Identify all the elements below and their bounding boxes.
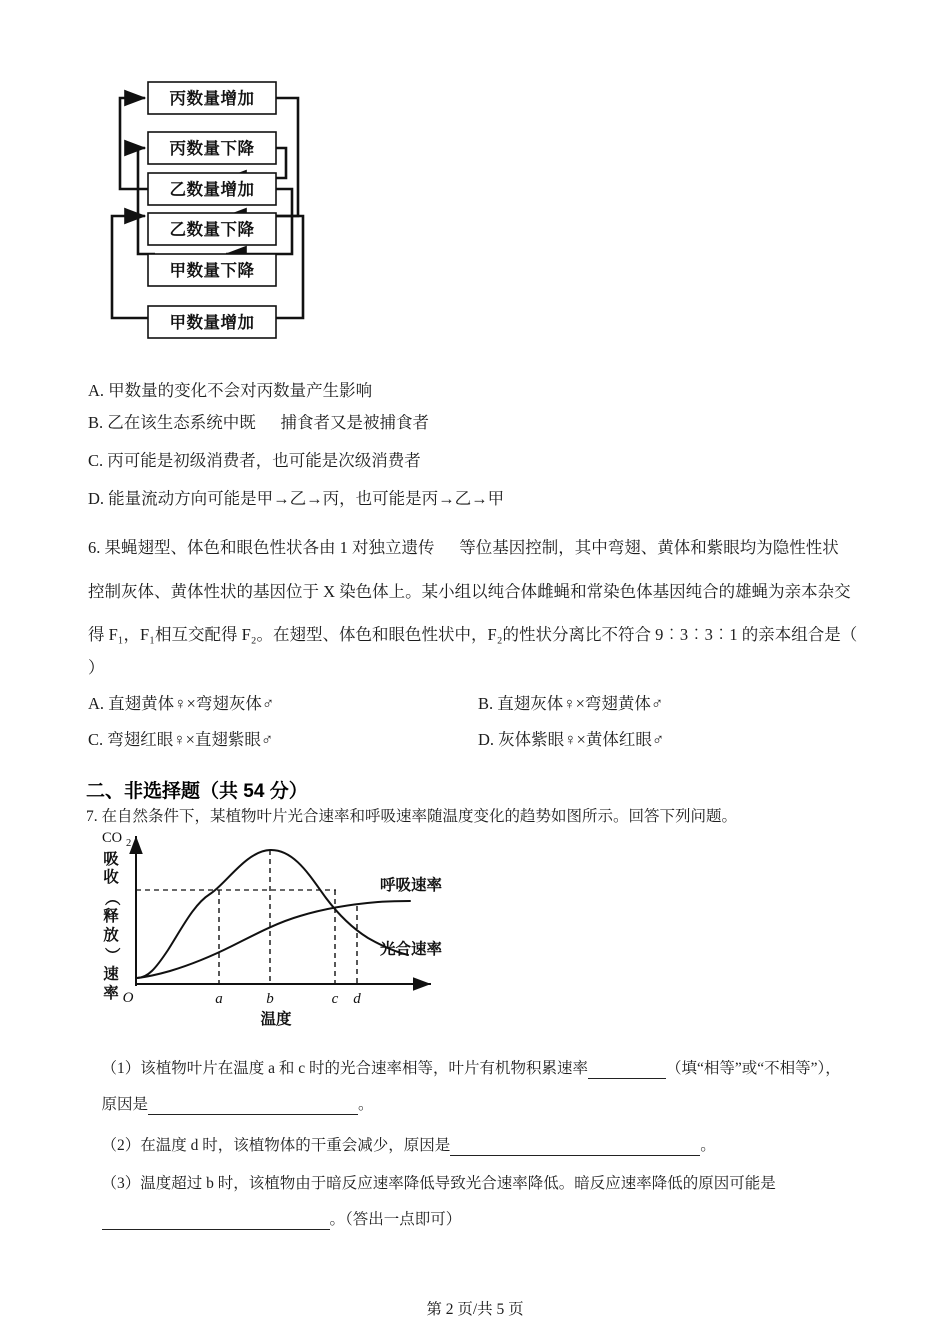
population-feedback-flowchart bbox=[100, 58, 360, 353]
chart-ylabel-co2-sub: 2 bbox=[126, 838, 132, 849]
sub-question-1-text-d: 。 bbox=[358, 1095, 374, 1113]
flow-box-label-4: 甲数量下降 bbox=[169, 262, 255, 280]
sub-question-3-line-2 bbox=[86, 1192, 461, 1249]
answer-blank-1a[interactable] bbox=[588, 1060, 666, 1080]
answer-blank-2[interactable] bbox=[450, 1137, 700, 1157]
flow-box-label-3: 乙数量下降 bbox=[169, 221, 255, 239]
chart-ylabel-co2: CO bbox=[102, 830, 123, 846]
question6-line-1: 6. 果蝇翅型、体色和眼色性状各由 1 对独立遗传 等位基因控制，其中弯翅、黄体和紫眼均为隐性性状 bbox=[88, 538, 839, 557]
chart-xtick-d: d bbox=[353, 991, 361, 1007]
flow-box-label-2: 乙数量增加 bbox=[169, 181, 255, 199]
svg-text:放: 放 bbox=[103, 927, 119, 944]
chart-ylabel-vertical bbox=[103, 850, 121, 1002]
question6-line-4: ） bbox=[88, 658, 105, 677]
sub-question-1-text-a: （1）该植物叶片在温度 a 和 c 时的光合速率相等，叶片有机物积累速率 bbox=[101, 1059, 589, 1077]
question5-option-c: C. 丙可能是初级消费者，也可能是次级消费者 bbox=[88, 451, 421, 470]
svg-text:释: 释 bbox=[103, 908, 119, 925]
question6-line-3: 得 F₁，F₁相互交配得 F₂。在翅型、体色和眼色性状中，F₂的性状分离比不符合 9︰3︰3︰1 的亲本组合是（ bbox=[88, 625, 858, 644]
question5-option-d: D. 能量流动方向可能是甲→乙→丙，也可能是丙→乙→甲 bbox=[88, 489, 505, 508]
question6-option-b: B. 直翅灰体♀×弯翅黄体♂ bbox=[478, 694, 664, 713]
svg-text:速: 速 bbox=[103, 966, 119, 983]
sub-question-1-text-c: 原因是 bbox=[101, 1095, 149, 1113]
page-footer: 第 2 页/共 5 页 bbox=[426, 1301, 524, 1318]
question6-option-d: D. 灰体紫眼♀×黄体红眼♂ bbox=[478, 730, 665, 749]
sub-question-2-text-b: 。 bbox=[700, 1136, 716, 1154]
sub-question-3-text-b: 。（答出一点即可） bbox=[329, 1210, 462, 1228]
chart-xtick-a: a bbox=[215, 991, 223, 1007]
flow-box-label-1: 丙数量下降 bbox=[169, 140, 255, 158]
sub-question-2-text-a: （2）在温度 d 时，该植物体的干重会减少，原因是 bbox=[101, 1136, 451, 1154]
chart-annotation-photosynthesis: 光合速率 bbox=[380, 941, 443, 958]
flow-box-label-0: 丙数量增加 bbox=[169, 90, 255, 108]
answer-blank-1b[interactable] bbox=[148, 1096, 358, 1116]
svg-text:收: 收 bbox=[103, 869, 119, 886]
sub-question-3-text-a: （3）温度超过 b 时，该植物由于暗反应速率降低导致光合速率降低。暗反应速率降低的原因可能是 bbox=[101, 1174, 776, 1192]
svg-text:）: ） bbox=[103, 947, 120, 963]
answer-blank-3[interactable] bbox=[102, 1211, 330, 1231]
chart-xtick-b: b bbox=[266, 991, 274, 1007]
flow-box-group bbox=[148, 82, 276, 338]
chart-series-photosynthesis bbox=[137, 850, 408, 978]
question6-option-a: A. 直翅黄体♀×弯翅灰体♂ bbox=[88, 694, 275, 713]
chart-xlabel: 温度 bbox=[260, 1011, 292, 1028]
question5-option-a: A. 甲数量的变化不会对丙数量产生影响 bbox=[88, 381, 373, 400]
question5-option-b: B. 乙在该生态系统中既 捕食者又是被捕食者 bbox=[88, 413, 430, 432]
svg-text:（: （ bbox=[103, 890, 120, 906]
question7-stem: 7. 在自然条件下，某植物叶片光合速率和呼吸速率随温度变化的趋势如图所示。回答下列问题。 bbox=[86, 808, 738, 825]
section-two-heading: 二、非选择题（共 54 分） bbox=[86, 781, 308, 802]
svg-text:率: 率 bbox=[103, 985, 119, 1002]
question6-line-2: 控制灰体、黄体性状的基因位于 X 染色体上。某小组以纯合体雌蝇和常染色体基因纯合的雄蝇为亲本杂交 bbox=[88, 582, 851, 601]
chart-origin-label: O bbox=[122, 990, 134, 1006]
chart-annotation-respiration: 呼吸速率 bbox=[380, 877, 443, 894]
svg-text:吸: 吸 bbox=[103, 851, 119, 868]
flow-box-label-5: 甲数量增加 bbox=[169, 314, 255, 332]
photosynthesis-respiration-chart bbox=[86, 828, 486, 1028]
chart-xtick-c: c bbox=[331, 991, 339, 1007]
question6-option-c: C. 弯翅红眼♀×直翅紫眼♂ bbox=[88, 730, 274, 749]
sub-question-1-text-b: （填“相等”或“不相等”）， bbox=[666, 1059, 841, 1077]
